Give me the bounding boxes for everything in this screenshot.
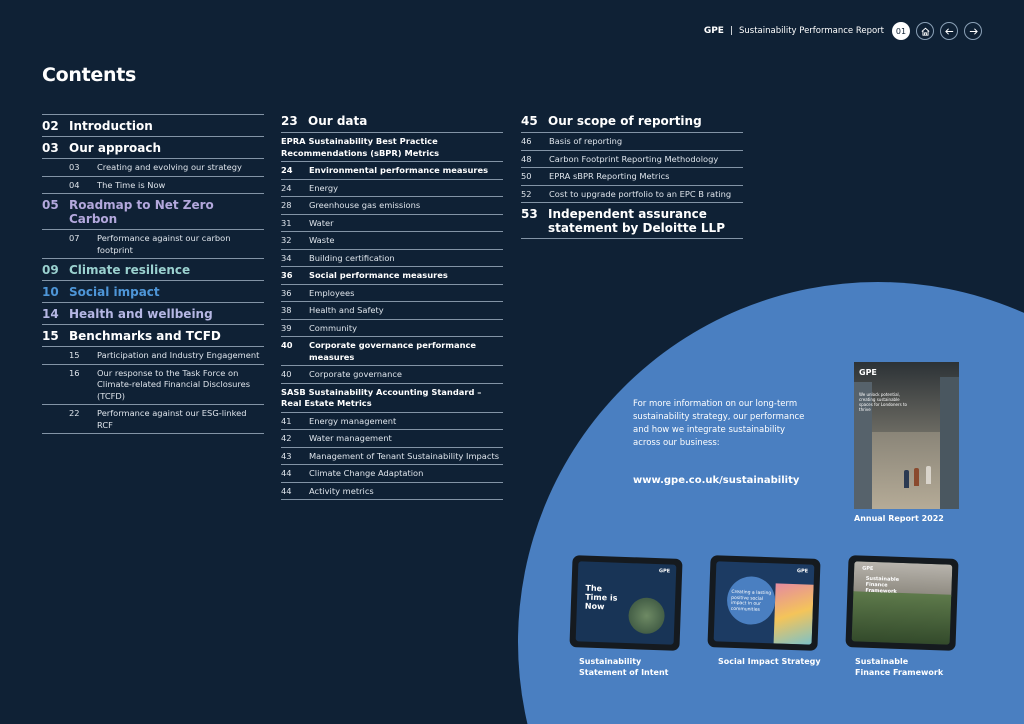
toc-label: Participation and Industry Engagement (97, 350, 260, 360)
toc-entry[interactable] (281, 214, 503, 232)
toc-entry[interactable] (42, 229, 264, 258)
toc-entry[interactable] (42, 136, 264, 158)
tablet-screen (852, 561, 953, 644)
toc-entry[interactable] (521, 114, 743, 132)
toc-entry[interactable] (42, 404, 264, 433)
toc-entry[interactable] (42, 364, 264, 405)
toc-entry[interactable] (42, 158, 264, 176)
toc-label: Corporate governance (309, 369, 403, 379)
toc-entry[interactable] (281, 161, 503, 179)
tablet-screen (576, 561, 677, 644)
toc-label: Basis of reporting (549, 136, 623, 146)
contents-column-2 (281, 114, 503, 500)
toc-entry[interactable] (281, 412, 503, 430)
tablet-sustainable-finance-framework[interactable] (845, 555, 958, 651)
toc-page-number: 05 (42, 198, 59, 212)
toc-page-number: 28 (281, 200, 292, 210)
toc-page-number: 09 (42, 263, 59, 277)
info-text: For more information on our long-term sustainability strategy, our performance and how we integrate sustainability across our business: (633, 399, 805, 448)
toc-label: EPRA sBPR Reporting Metrics (549, 171, 670, 181)
toc-page-number: 50 (521, 171, 532, 181)
annual-report-caption: Annual Report 2022 (854, 514, 944, 523)
toc-entry[interactable] (281, 383, 503, 412)
toc-page-number: 36 (281, 287, 292, 298)
toc-label: Our data (308, 114, 368, 128)
page-number[interactable]: 01 (892, 22, 910, 40)
tablet-title: Sustainable Finance Framework (865, 575, 900, 595)
toc-page-number: 41 (281, 415, 292, 426)
cover-person (926, 466, 931, 484)
toc-page-number: 15 (42, 329, 59, 343)
header (704, 21, 982, 41)
toc-label: Management of Tenant Sustainability Impacts (309, 450, 500, 461)
toc-label: Benchmarks and TCFD (69, 329, 221, 343)
toc-entry[interactable] (281, 429, 503, 447)
tablet-logo: GPE (658, 568, 671, 575)
toc-page-number: 10 (42, 285, 59, 299)
toc-entry[interactable] (42, 258, 264, 280)
toc-label: Carbon Footprint Reporting Methodology (549, 153, 719, 164)
toc-label: Roadmap to Net Zero Carbon (69, 198, 214, 226)
toc-label: Climate Change Adaptation (309, 468, 424, 478)
toc-label: Introduction (69, 119, 153, 133)
toc-entry[interactable] (521, 132, 743, 150)
toc-page-number: 31 (281, 217, 292, 228)
toc-entry[interactable] (521, 167, 743, 185)
toc-label: Our response to the Task Force on Climate-related Financial Disclosures (TCFD) (97, 367, 251, 401)
toc-label: SASB Sustainability Accounting Standard – Real Estate Metrics (281, 386, 482, 408)
toc-entry[interactable] (42, 176, 264, 194)
toc-entry[interactable] (521, 185, 743, 203)
tablet-photo (628, 597, 665, 634)
toc-label: Waste (309, 235, 335, 245)
tablet-statement-of-intent[interactable] (569, 555, 682, 651)
toc-page-number: 40 (281, 340, 293, 350)
toc-page-number: 03 (42, 141, 59, 155)
toc-entry[interactable] (281, 464, 503, 482)
tablet-logo: GPE (796, 568, 809, 575)
toc-page-number: 22 (69, 408, 80, 418)
toc-label: Greenhouse gas emissions (309, 200, 421, 210)
tablet-caption: Sustainable Finance Framework (855, 657, 944, 677)
toc-page-number: 38 (281, 305, 292, 315)
sustainability-link[interactable]: www.gpe.co.uk/sustainability (633, 475, 800, 486)
toc-entry[interactable] (521, 202, 743, 238)
toc-label: Water (309, 217, 334, 228)
toc-label: Independent assurance statement by Deloitte LLP (548, 207, 725, 235)
report-title: Sustainability Performance Report (739, 26, 884, 36)
toc-label: Performance against our ESG-linked RCF (97, 408, 247, 430)
toc-page-number: 44 (281, 485, 292, 496)
toc-page-number: 46 (521, 136, 532, 146)
home-icon (920, 26, 931, 37)
toc-page-number: 24 (281, 182, 292, 193)
toc-entry[interactable] (42, 324, 264, 346)
toc-label: Social performance measures (309, 270, 448, 280)
brand-name: GPE (703, 26, 724, 36)
toc-entry[interactable] (281, 114, 503, 132)
tablet-title: Creating a lasting positive social impact in our communities (730, 589, 772, 613)
arrow-right-icon (968, 26, 979, 37)
toc-page-number: 15 (69, 350, 80, 360)
cover-text: We unlock potential, creating sustainable spaces for Londoners to thrive (859, 392, 907, 412)
cover-person (914, 468, 919, 486)
toc-label: Our scope of reporting (548, 114, 702, 128)
toc-label: Health and Safety (309, 305, 384, 315)
toc-page-number: 34 (281, 252, 292, 263)
toc-entry[interactable] (42, 114, 264, 136)
toc-label: Climate resilience (69, 263, 191, 277)
toc-label: Employees (309, 287, 355, 298)
contents-column-3 (521, 114, 743, 239)
cover-logo: GPE (859, 368, 877, 377)
toc-label: Community (309, 322, 358, 333)
home-button[interactable] (916, 22, 934, 40)
toc-entry[interactable] (42, 280, 264, 302)
toc-entry[interactable] (281, 266, 503, 284)
toc-page-number: 03 (69, 162, 80, 172)
toc-entry[interactable] (281, 249, 503, 267)
toc-label: Social impact (69, 285, 160, 299)
toc-label: Our approach (69, 141, 162, 155)
toc-page-number: 52 (521, 188, 532, 199)
toc-entry[interactable] (42, 302, 264, 324)
tablet-title: The Time is Now (584, 583, 618, 612)
toc-label: Energy management (309, 415, 397, 426)
tablet-logo: GPE (862, 565, 874, 572)
toc-page-number: 43 (281, 450, 292, 461)
toc-label: Activity metrics (309, 485, 374, 496)
toc-page-number: 45 (521, 114, 538, 128)
toc-label: Energy (309, 182, 339, 193)
toc-page-number: 40 (281, 369, 292, 379)
toc-page-number: 48 (521, 153, 532, 164)
toc-page-number: 44 (281, 468, 292, 478)
toc-entry[interactable] (281, 336, 503, 365)
column-divider (42, 433, 264, 434)
toc-label: Building certification (309, 252, 395, 263)
toc-page-number: 07 (69, 233, 80, 243)
toc-entry[interactable] (281, 319, 503, 337)
toc-page-number: 42 (281, 433, 292, 443)
toc-page-number: 16 (69, 367, 80, 378)
tablet-caption: Social Impact Strategy (718, 657, 821, 666)
contents-column-1 (42, 114, 264, 434)
column-divider (281, 499, 503, 500)
column-divider (521, 238, 743, 239)
toc-label: Creating and evolving our strategy (97, 162, 242, 172)
toc-entry[interactable] (281, 447, 503, 465)
arrow-left-icon (944, 26, 955, 37)
toc-label: EPRA Sustainability Best Practice Recommendations (sBPR) Metrics (281, 136, 440, 158)
cover-person (904, 470, 909, 488)
toc-label: Environmental performance measures (309, 165, 489, 175)
toc-entry[interactable] (521, 150, 743, 168)
previous-page-button[interactable] (940, 22, 958, 40)
toc-label: Corporate governance performance measures (309, 340, 477, 362)
toc-page-number: 36 (281, 270, 293, 280)
toc-label: The Time is Now (97, 179, 166, 190)
toc-entry[interactable] (281, 284, 503, 302)
toc-entry[interactable] (281, 179, 503, 197)
toc-entry[interactable] (281, 482, 503, 500)
toc-entry[interactable] (281, 132, 503, 161)
toc-page-number: 32 (281, 235, 292, 245)
toc-label: Health and wellbeing (69, 307, 213, 321)
tablet-social-impact-strategy[interactable] (707, 555, 820, 651)
toc-page-number: 14 (42, 307, 59, 321)
toc-page-number: 04 (69, 179, 80, 190)
toc-entry[interactable] (42, 193, 264, 229)
toc-label: Performance against our carbon footprint (97, 233, 231, 255)
toc-entry[interactable] (281, 196, 503, 214)
cover-column-right (940, 377, 959, 509)
toc-page-number: 24 (281, 165, 293, 175)
toc-entry[interactable] (281, 365, 503, 383)
toc-page-number: 02 (42, 119, 59, 133)
toc-entry[interactable] (281, 301, 503, 319)
toc-entry[interactable] (42, 346, 264, 364)
toc-page-number: 39 (281, 322, 292, 333)
tablet-screen (714, 561, 815, 644)
tablet-caption: Sustainability Statement of Intent (579, 657, 669, 677)
next-page-button[interactable] (964, 22, 982, 40)
toc-entry[interactable] (281, 231, 503, 249)
toc-label: Water management (309, 433, 392, 443)
page-title: Contents (42, 64, 137, 86)
annual-report-cover[interactable] (854, 362, 959, 509)
tablet-artwork (774, 583, 814, 644)
header-separator: | (729, 26, 733, 36)
toc-page-number: 23 (281, 114, 298, 128)
toc-label: Cost to upgrade portfolio to an EPC B rating (549, 188, 732, 199)
tablet-garden (852, 591, 952, 644)
toc-page-number: 53 (521, 207, 538, 221)
